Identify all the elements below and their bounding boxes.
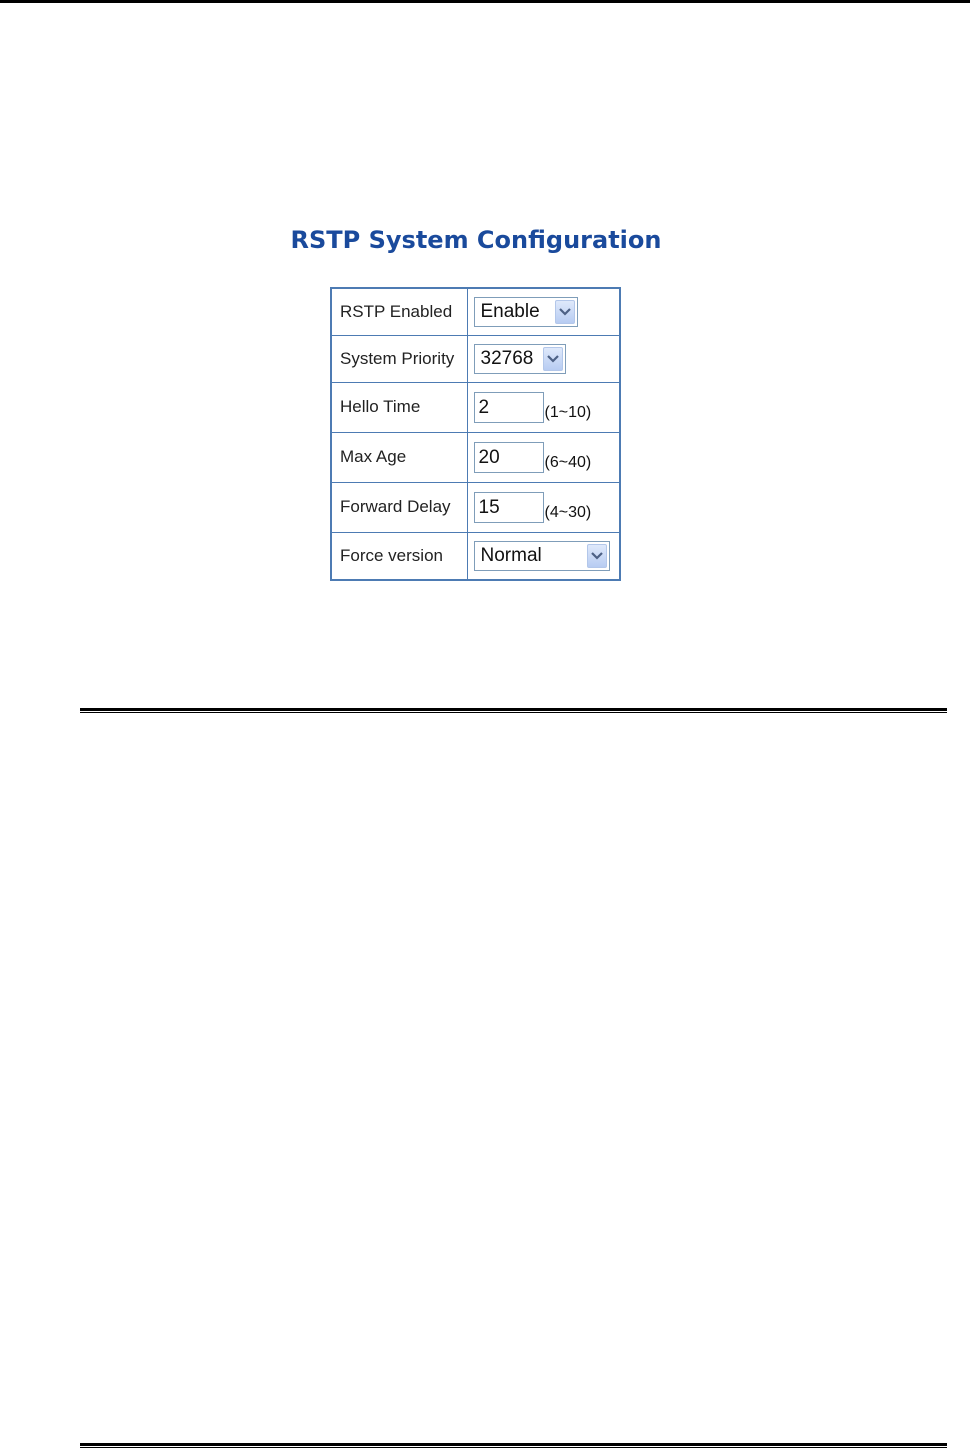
rstp-enabled-label: RSTP Enabled xyxy=(331,288,467,335)
rstp-enabled-cell xyxy=(467,288,620,335)
page-title: RSTP System Configuration xyxy=(290,226,662,254)
rstp-enabled-select[interactable] xyxy=(474,297,578,327)
hello-time-label: Hello Time xyxy=(331,382,467,432)
footer-divider xyxy=(80,1443,947,1448)
forward-delay-input[interactable]: 15 xyxy=(474,492,544,523)
section-divider xyxy=(80,708,947,713)
forward-delay-label: Forward Delay xyxy=(331,482,467,532)
max-age-label: Max Age xyxy=(331,432,467,482)
table-row xyxy=(331,432,620,482)
system-priority-label: System Priority xyxy=(331,335,467,382)
forward-delay-range: (4~30) xyxy=(544,504,592,522)
rstp-config-table xyxy=(330,287,621,581)
page-top-rule xyxy=(0,0,970,3)
system-priority-value: 32768 xyxy=(480,347,534,369)
chevron-down-icon[interactable] xyxy=(543,347,563,371)
table-row xyxy=(331,532,620,580)
chevron-down-icon[interactable] xyxy=(555,300,575,324)
forward-delay-cell xyxy=(467,482,620,532)
force-version-label: Force version xyxy=(331,532,467,580)
table-row xyxy=(331,288,620,335)
chevron-down-icon[interactable] xyxy=(587,544,607,568)
system-priority-select[interactable] xyxy=(474,344,566,374)
table-row xyxy=(331,382,620,432)
max-age-range: (6~40) xyxy=(544,454,592,472)
force-version-select[interactable] xyxy=(474,541,610,571)
hello-time-cell xyxy=(467,382,620,432)
system-priority-cell xyxy=(467,335,620,382)
max-age-input[interactable]: 20 xyxy=(474,442,544,473)
hello-time-input[interactable]: 2 xyxy=(474,392,544,423)
hello-time-range: (1~10) xyxy=(544,404,592,422)
table-row xyxy=(331,335,620,382)
rstp-enabled-value: Enable xyxy=(480,300,540,322)
force-version-cell xyxy=(467,532,620,580)
max-age-cell xyxy=(467,432,620,482)
force-version-value: Normal xyxy=(480,544,542,566)
table-row xyxy=(331,482,620,532)
